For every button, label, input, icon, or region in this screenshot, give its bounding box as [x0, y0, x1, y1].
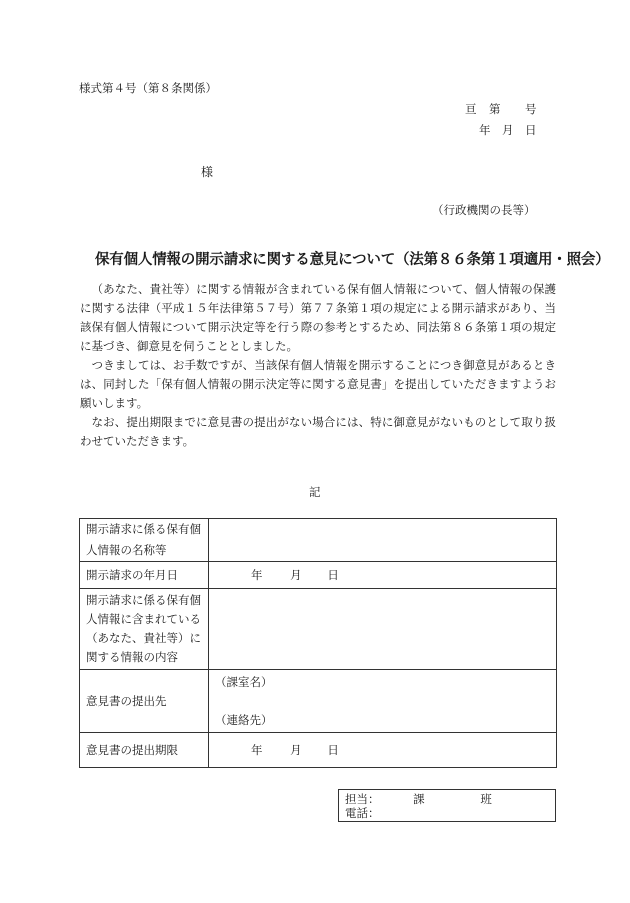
value-request-date	[209, 562, 557, 589]
deadline-year: 年	[251, 742, 263, 757]
form-number: 様式第４号（第８条関係）	[79, 81, 217, 95]
value-submission-destination	[209, 670, 557, 733]
contact-phone-row	[345, 806, 549, 820]
ki-heading: 記	[309, 485, 321, 499]
contact-person-row	[345, 792, 549, 806]
contact-box	[338, 789, 556, 822]
document-date: 年 月 日	[479, 123, 537, 137]
value-info-content	[209, 589, 557, 670]
body-paragraph-2: つきましては、お手数ですが、当該保有個人情報を開示することにつき御意見があるときは、同封した「保有個人情報の開示決定等に関する意見書」を提出していただきますようお願いします。	[80, 358, 556, 410]
table-row	[80, 562, 557, 589]
deadline-month: 月	[290, 742, 302, 757]
sender-name: （行政機関の長等）	[432, 203, 536, 217]
contact-team: 班	[480, 792, 492, 806]
table-row	[80, 733, 557, 768]
table-row	[80, 670, 557, 733]
document-number: 亘 第 号	[465, 102, 537, 116]
recipient-honorific: 様	[201, 165, 214, 179]
body-paragraph-1: （あなた、貴社等）に関する情報が含まれている保有個人情報について、個人情報の保護に関する法律（平成１５年法律第５７号）第７７条第１項の規定による開示請求があり、当該保有個人情報について開示決定等を行う際の参考とするため、同法第８６条第１項の規定に基づき、御意見を伺うこととしました。	[80, 282, 556, 353]
label-submission-destination: 意見書の提出先	[80, 670, 209, 733]
contact-section: 課	[413, 792, 425, 806]
value-submission-deadline	[209, 733, 557, 768]
contact-person-label: 担当：	[345, 792, 380, 806]
request-day: 日	[327, 567, 339, 582]
label-info-name: 開示請求に係る保有個人情報の名称等	[80, 519, 209, 562]
body-text	[80, 280, 556, 451]
label-request-date: 開示請求の年月日	[80, 562, 209, 589]
contact-placeholder: （連絡先）	[215, 712, 273, 727]
body-paragraph-3: なお、提出期限までに意見書の提出がない場合には、特に御意見がないものとして取り扱わせていただきます。	[80, 415, 556, 448]
contact-phone-label: 電話：	[345, 806, 380, 820]
table-row	[80, 589, 557, 670]
deadline-day: 日	[327, 742, 339, 757]
request-month: 月	[290, 567, 302, 582]
info-table	[79, 518, 557, 768]
label-submission-deadline: 意見書の提出期限	[80, 733, 209, 768]
dept-placeholder: （課室名）	[215, 674, 273, 689]
document-title: 保有個人情報の開示請求に関する意見について（法第８６条第１項適用・照会）	[95, 251, 610, 268]
request-year: 年	[251, 567, 263, 582]
label-info-content: 開示請求に係る保有個人情報に含まれている（あなた、貴社等）に関する情報の内容	[80, 589, 209, 670]
value-info-name	[209, 519, 557, 562]
table-row	[80, 519, 557, 562]
